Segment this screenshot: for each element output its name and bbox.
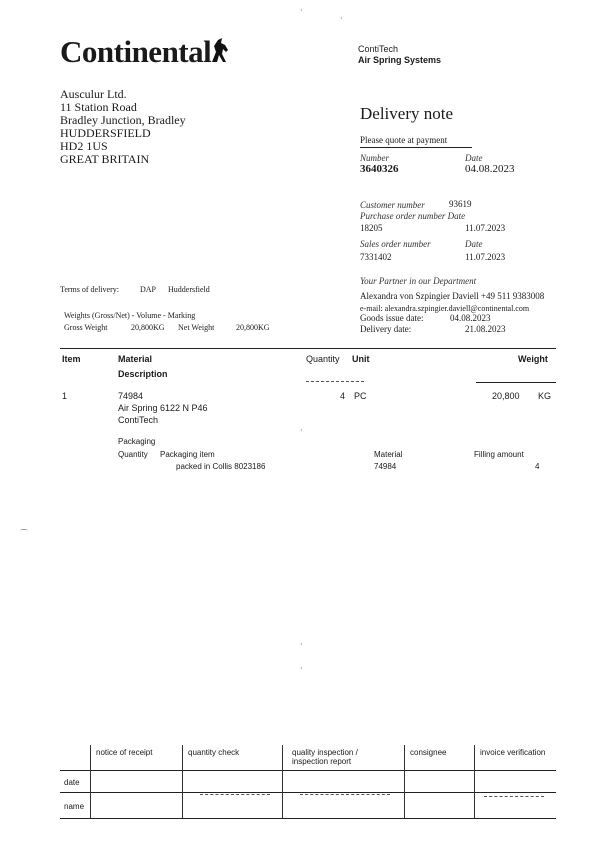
date-label: Date [465, 153, 483, 163]
grid-rule [60, 792, 556, 793]
division-name: ContiTech [358, 44, 399, 54]
rearing-horse-icon [208, 36, 234, 64]
grid-divider [182, 745, 183, 818]
address-line: Bradley Junction, Bradley [60, 113, 186, 127]
scan-speck: · [300, 426, 303, 435]
document-title: Delivery note [360, 104, 453, 123]
grid-rule [60, 818, 556, 819]
row-name-label: name [64, 802, 85, 811]
table-top-rule [60, 348, 556, 349]
number-value: 3640326 [360, 163, 399, 175]
grid-divider [90, 745, 91, 818]
packaging-quantity-label: Quantity [118, 450, 148, 459]
col-consignee: consignee [410, 748, 447, 757]
partner-name-phone: Alexandra von Szpingier Daviell +49 511 9383008 [360, 291, 545, 301]
row-item: 1 [62, 391, 68, 401]
address-line: 11 Station Road [60, 100, 137, 114]
col-quantity-check: quantity check [188, 748, 240, 757]
address-line: HD2 1US [60, 139, 108, 153]
terms-label: Terms of delivery: [60, 285, 119, 294]
grid-divider [282, 745, 283, 818]
address-line: Ausculur Ltd. [60, 87, 127, 101]
header-quantity: Quantity [306, 354, 340, 364]
goods-issue-label: Goods issue date: [360, 313, 424, 323]
col-invoice-verification: invoice verification [480, 748, 546, 757]
continental-logo: Continental [60, 34, 212, 69]
customer-number-label: Customer number [360, 200, 425, 210]
row-date-label: date [64, 778, 80, 787]
row-material: 74984 [118, 391, 144, 401]
scan-speck: · [340, 14, 343, 23]
packaging-filling-label: Filling amount [474, 450, 524, 459]
col-inspection-report: inspection report [292, 757, 352, 766]
scan-speck: · [300, 6, 303, 15]
signature-blank [200, 794, 270, 795]
number-label: Number [360, 153, 389, 163]
partner-label: Your Partner in our Department [360, 276, 477, 286]
scan-speck: · [300, 640, 303, 649]
header-weight: Weight [518, 354, 548, 364]
terms-incoterm: DAP [140, 285, 157, 294]
header-item: Item [62, 354, 81, 364]
gross-weight-label: Gross Weight [64, 323, 108, 332]
division-subname: Air Spring Systems [358, 55, 442, 65]
sales-order-label: Sales order number [360, 239, 431, 249]
net-weight-value: 20,800KG [236, 323, 270, 332]
row-description: Air Spring 6122 N P46 [118, 403, 208, 413]
header-material: Material [118, 354, 153, 364]
sales-order-number: 7331402 [360, 252, 392, 262]
grid-rule [60, 770, 556, 771]
packaging-filling-value: 4 [535, 462, 540, 471]
date-value: 04.08.2023 [465, 163, 515, 175]
po-date: 11.07.2023 [465, 223, 506, 233]
partner-email: e-mail: alexandra.szpingier.daviell@continental.com [360, 304, 530, 313]
packaging-material-label: Material [374, 450, 403, 459]
weights-label: Weights (Gross/Net) - Volume - Marking [64, 311, 196, 320]
po-label: Purchase order number Date [360, 211, 466, 221]
header-description: Description [118, 369, 168, 379]
packaging-item-label: Packaging item [160, 450, 215, 459]
packaging-material-value: 74984 [374, 462, 397, 471]
col-notice-of-receipt: notice of receipt [96, 748, 153, 757]
po-number: 18205 [360, 223, 383, 233]
customer-number-value: 93619 [449, 199, 472, 209]
signature-blank [484, 796, 544, 797]
terms-place: Huddersfield [168, 285, 210, 294]
net-weight-label: Net Weight [178, 323, 215, 332]
address-line: GREAT BRITAIN [60, 152, 150, 166]
quantity-underline [306, 381, 364, 382]
col-quality-inspection: quality inspection / [292, 748, 358, 757]
weight-underline [476, 382, 556, 383]
scan-speck: · [300, 664, 303, 673]
goods-issue-value: 04.08.2023 [450, 313, 491, 323]
gross-weight-value: 20,800KG [131, 323, 165, 332]
subtitle-underline [360, 147, 472, 148]
delivery-date-label: Delivery date: [360, 324, 412, 334]
sales-order-date-label: Date [465, 239, 483, 249]
header-unit: Unit [352, 354, 370, 364]
document-subtitle: Please quote at payment [360, 135, 448, 145]
packaging-packed-in: packed in Collis 8023186 [176, 462, 266, 471]
sales-order-date: 11.07.2023 [465, 252, 506, 262]
row-unit: PC [354, 391, 367, 401]
grid-divider [404, 745, 405, 818]
address-line: HUDDERSFIELD [60, 126, 151, 140]
delivery-date-value: 21.08.2023 [465, 324, 506, 334]
row-quantity: 4 [340, 391, 346, 401]
packaging-label: Packaging [118, 437, 156, 446]
row-description-brand: ContiTech [118, 415, 159, 425]
signature-blank [300, 794, 390, 795]
row-weight: 20,800 [492, 391, 520, 401]
scan-speck: ⌒ [20, 529, 28, 538]
grid-divider [474, 745, 475, 818]
row-weight-unit: KG [538, 391, 552, 401]
